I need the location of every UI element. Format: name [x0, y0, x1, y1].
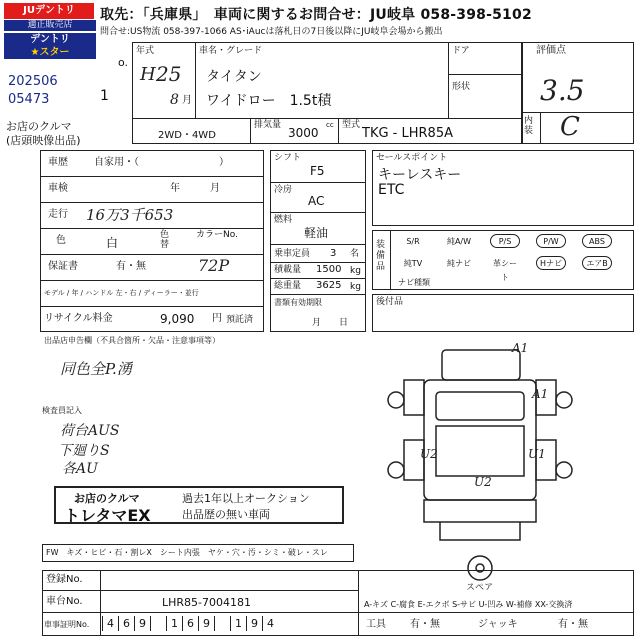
equipment-item: 純ナビ: [447, 259, 471, 268]
month: 8: [170, 92, 179, 108]
cert-digit: 9: [198, 616, 214, 631]
capacity-value: 3: [330, 248, 337, 259]
fw-row-text: FW キズ・ヒビ・石・割レX シート内張 ヤケ・穴・汚・シミ・破レ・スレ: [46, 548, 328, 557]
warranty-label: 保証書: [48, 261, 78, 272]
lot-suffix: 1: [100, 88, 109, 104]
shift-label: シフト: [274, 153, 302, 163]
color-no-label: カラーNo.: [196, 230, 238, 240]
jack-value: 有・無: [558, 619, 588, 630]
lot-number-1: 202506: [8, 74, 58, 89]
fuel-label: 燃料: [274, 215, 293, 225]
vehicle-grade: ワイドロー 1.5t積: [206, 93, 332, 109]
after-fit-label: 後付品: [376, 297, 404, 307]
equipment-item: 純TV: [403, 259, 423, 268]
side-logo-brand: デントリ: [4, 33, 96, 46]
cert-digit: 4: [102, 616, 118, 631]
side-logo-star: ★スター: [4, 46, 96, 59]
inspector-line1: 荷台AUS: [60, 423, 120, 439]
load-value: 1500: [316, 264, 342, 275]
equipment-item: 革シート: [493, 259, 517, 282]
inspection-unit: 年 月: [170, 183, 220, 194]
month-unit: 月: [182, 95, 192, 106]
reg-label: 登録No.: [46, 574, 83, 585]
diagram-mark-front: A1: [512, 341, 529, 355]
cert-digit: 6: [182, 616, 198, 631]
expiry-unit: 月 日: [312, 318, 349, 328]
expiry-label: 書類有効期限: [274, 298, 322, 307]
banner-right-line2: 出品歴の無い車両: [182, 508, 270, 521]
header-line1: 取先：「兵庫県」 車両に関するお問合せ：JU岐阜 058-398-5102: [100, 7, 532, 23]
equipment-label: 装備品: [376, 240, 386, 272]
car-diagram: [384, 340, 580, 590]
banner-shop-line2: トレタマEX: [64, 506, 151, 525]
equipment-item: Hナビ: [536, 256, 566, 270]
displacement: 3000: [288, 126, 319, 140]
equipment-item: P/S: [490, 234, 520, 248]
equipment-item: ABS: [582, 234, 612, 248]
cc-unit: cc: [326, 121, 334, 129]
load-label: 積載量: [274, 265, 302, 275]
shape-label: 形状: [452, 82, 471, 92]
recycle-unit: 円: [212, 313, 222, 324]
inspector-line2: 下廻りS: [58, 443, 110, 459]
equipment-item: 純A/W: [446, 237, 472, 246]
score-label: 評価点: [536, 45, 566, 56]
drive-type: 2WD・4WD: [158, 130, 216, 141]
ac-label: 冷房: [274, 185, 293, 195]
chassis-label: 車台No.: [46, 596, 83, 607]
diagram-mark-right: U1: [528, 447, 546, 461]
lot-no-label: o.: [118, 56, 129, 69]
displacement-label: 排気量: [254, 120, 282, 130]
sales-label: セールスポイント: [376, 153, 448, 163]
history-box: [40, 150, 264, 332]
shop-car-line1: お店のクルマ: [6, 120, 72, 133]
banner-shop-line1: お店のクルマ: [74, 492, 140, 505]
year-num: 25: [156, 62, 182, 86]
cert-digit: 1: [230, 616, 246, 631]
notes-label: 出品店申告欄（不具合箇所・欠品・注意事項等）: [44, 336, 220, 345]
color-no-value: 72P: [198, 256, 230, 275]
model-label: 型式: [342, 120, 361, 130]
header-line2: 問合せ:US物流 058-397-1066 AS･iAucは落札日の7日後以降にJU岐阜会場から搬出: [100, 27, 443, 37]
cert-digit: 9: [134, 616, 150, 631]
gross-value: 3625: [316, 280, 342, 291]
inspector-line3: 各AU: [62, 461, 98, 477]
recycle-note: 預託済: [226, 315, 254, 325]
fuel-value: 軽油: [304, 226, 329, 240]
chassis-value: LHR85-7004181: [162, 596, 251, 609]
cert-digit: [214, 616, 230, 631]
name-label: 車名・グレード: [199, 46, 263, 56]
capacity-label: 乗車定員: [274, 249, 311, 259]
mileage-value: 16万3千653: [86, 206, 174, 224]
engine-label: 工具: [366, 619, 386, 630]
inspection-label: 車検: [48, 183, 68, 194]
score-value: 3.5: [540, 74, 585, 107]
inspector-label: 検査員記入: [42, 406, 82, 415]
lot-number-2: 05473: [8, 92, 50, 107]
warranty-value: 有・無: [116, 261, 146, 272]
diagram-mark-left: U2: [420, 447, 438, 461]
ac-value: AC: [308, 194, 325, 208]
gross-unit: kg: [350, 282, 361, 292]
door-label: ドア: [452, 46, 470, 56]
vehicle-name: タイタン: [206, 69, 262, 85]
model-code: TKG - LHR85A: [362, 126, 453, 141]
diagram-mark-right-front: A1: [532, 387, 549, 401]
recycle-label: リサイクル料金: [44, 313, 113, 324]
header-logo: JUデントリ: [4, 3, 94, 19]
navi-label: ナビ種類: [398, 278, 430, 287]
equipment-item: P/W: [536, 234, 566, 248]
gross-label: 総重量: [274, 281, 302, 291]
side-logo: [4, 20, 96, 70]
cert-digit: 4: [262, 616, 278, 631]
sales-line1: キーレスキー: [378, 167, 462, 183]
cert-digit: 6: [118, 616, 134, 631]
model-row: モデル / 年 / ハンドル 左・右 / ディーラー・並行: [44, 289, 199, 297]
notes-text: 同色全P.湧: [60, 360, 132, 378]
cert-label: 車事証明No.: [44, 620, 90, 629]
capacity-unit: 名: [350, 249, 360, 259]
engine-value: 有・無: [410, 619, 440, 630]
cert-digits: [102, 616, 278, 632]
mileage-label: 走行: [48, 209, 68, 220]
load-unit: kg: [350, 266, 361, 276]
year-label: 年式: [136, 46, 155, 56]
banner-right-line1: 過去1年以上オークション: [182, 492, 310, 505]
spare-label: スペア: [466, 583, 494, 590]
color-label: 色: [56, 235, 66, 246]
interior-label: 内装: [524, 116, 534, 136]
equipment-item: エアB: [582, 256, 612, 270]
legend: A-キズ C-腐食 E-エクボ S-サビ U-凹み W-補修 XX-交換済: [364, 600, 573, 609]
recycle-value: 9,090: [160, 312, 195, 326]
equipment-item: S/R: [406, 237, 420, 246]
sales-line2: ETC: [378, 182, 405, 198]
color-change-label: 色替: [160, 230, 170, 250]
cert-digit: [150, 616, 166, 631]
cert-digit: 1: [166, 616, 182, 631]
shop-car-line2: (店頭映像出品): [6, 134, 81, 147]
diagram-mark-rear: U2: [474, 475, 492, 489]
jack-label: ジャッキ: [478, 619, 518, 630]
color-value: 白: [106, 236, 119, 250]
history-label: 車歴: [48, 157, 68, 168]
interior-value: C: [560, 112, 580, 142]
after-fit-box: [372, 294, 634, 332]
cert-digit: 9: [246, 616, 262, 631]
year-era: H: [140, 64, 156, 85]
side-logo-top: 適正販売店: [4, 20, 96, 31]
shift-value: F5: [310, 164, 325, 178]
history-value: 自家用・（ ）: [94, 157, 229, 168]
